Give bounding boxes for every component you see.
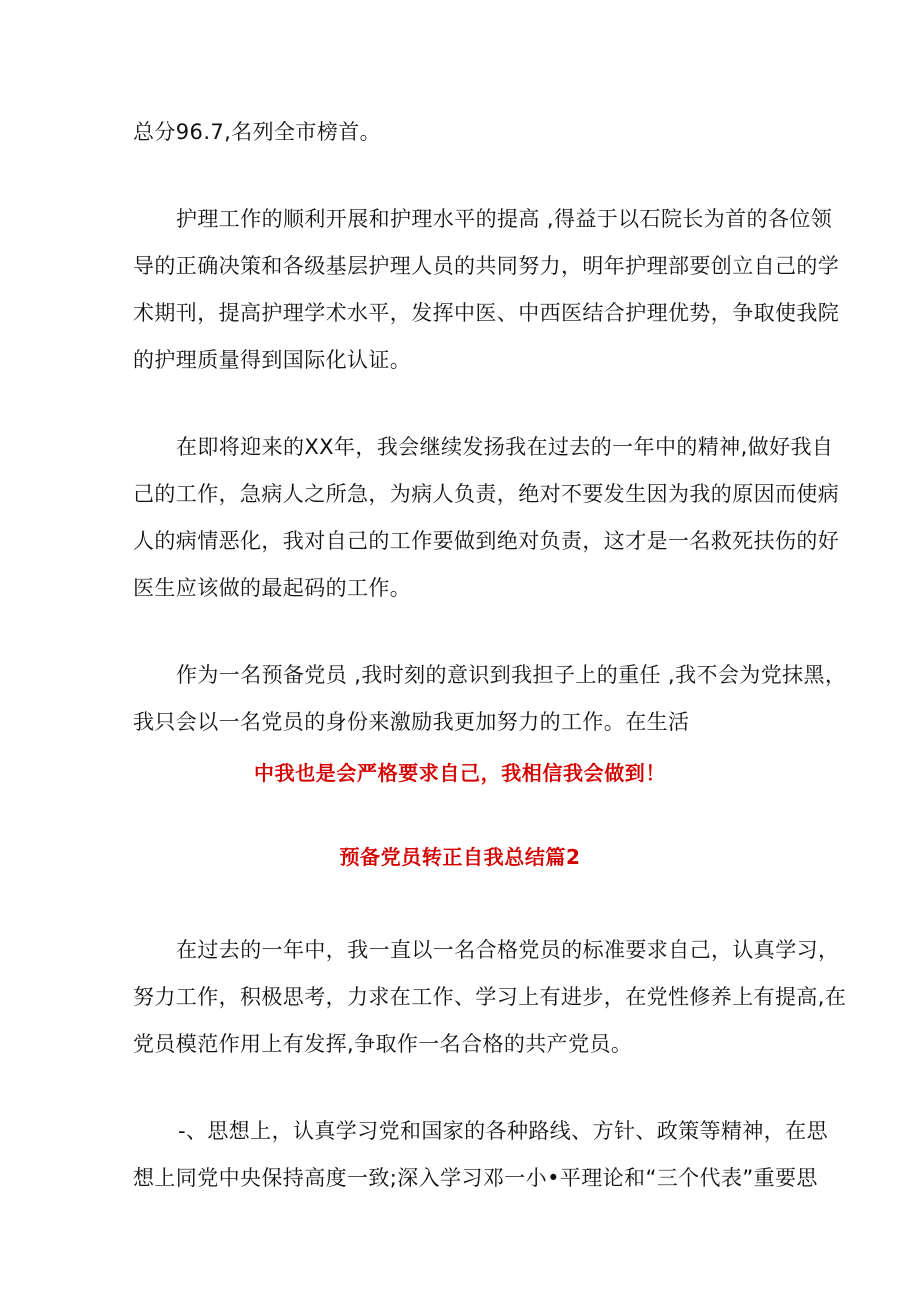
highlight-line: 中我也是会严格要求自己，我相信我会做到！ <box>254 761 666 785</box>
paragraph-line: 在即将迎来的XX年，我会继续发扬我在过去的一年中的精神,做好我自 <box>176 435 834 459</box>
paragraph-line: -、思想上，认真学习党和国家的各种路线、方针、政策等精神，在思 <box>178 1119 828 1143</box>
text-line: 的护理质量得到国际化认证。 <box>133 348 412 372</box>
text-line: 党员模范作用上有发挥,争取作一名合格的共产党员。 <box>133 1032 633 1056</box>
text-line: 努力工作，积极思考，力求在工作、学习上有进步，在党性修养上有提高,在 <box>133 985 847 1009</box>
text-line: 术期刊，提高护理学术水平，发挥中医、中西医结合护理优势，争取使我院 <box>133 301 840 325</box>
section-title: 预备党员转正自我总结篇2 <box>339 845 581 869</box>
text-line: 人的病情恶化，我对自己的工作要做到绝对负责，这才是一名救死扶伤的好 <box>133 529 840 553</box>
text-line: 想上同党中央保持高度一致;深入学习邓一小•平理论和“三个代表”重要思 <box>133 1166 818 1190</box>
text-line: 总分96.7,名列全市榜首。 <box>133 120 382 144</box>
text-line: 医生应该做的最起码的工作。 <box>133 576 412 600</box>
paragraph-line: 在过去的一年中，我一直以一名合格党员的标准要求自己，认真学习， <box>176 938 840 962</box>
text-line: 导的正确决策和各级基层护理人员的共同努力，明年护理部要创立自己的学 <box>133 254 840 278</box>
paragraph-line: 护理工作的顺利开展和护理水平的提高 ,得益于以石院长为首的各位领 <box>176 207 833 231</box>
text-line: 己的工作，急病人之所急，为病人负责，绝对不要发生因为我的原因而使病 <box>133 482 840 506</box>
paragraph-line: 作为一名预备党员 ,我时刻的意识到我担子上的重任 ,我不会为党抹黑， <box>176 663 847 687</box>
text-line: 我只会以一名党员的身份来激励我更加努力的工作。在生活 <box>133 710 690 734</box>
